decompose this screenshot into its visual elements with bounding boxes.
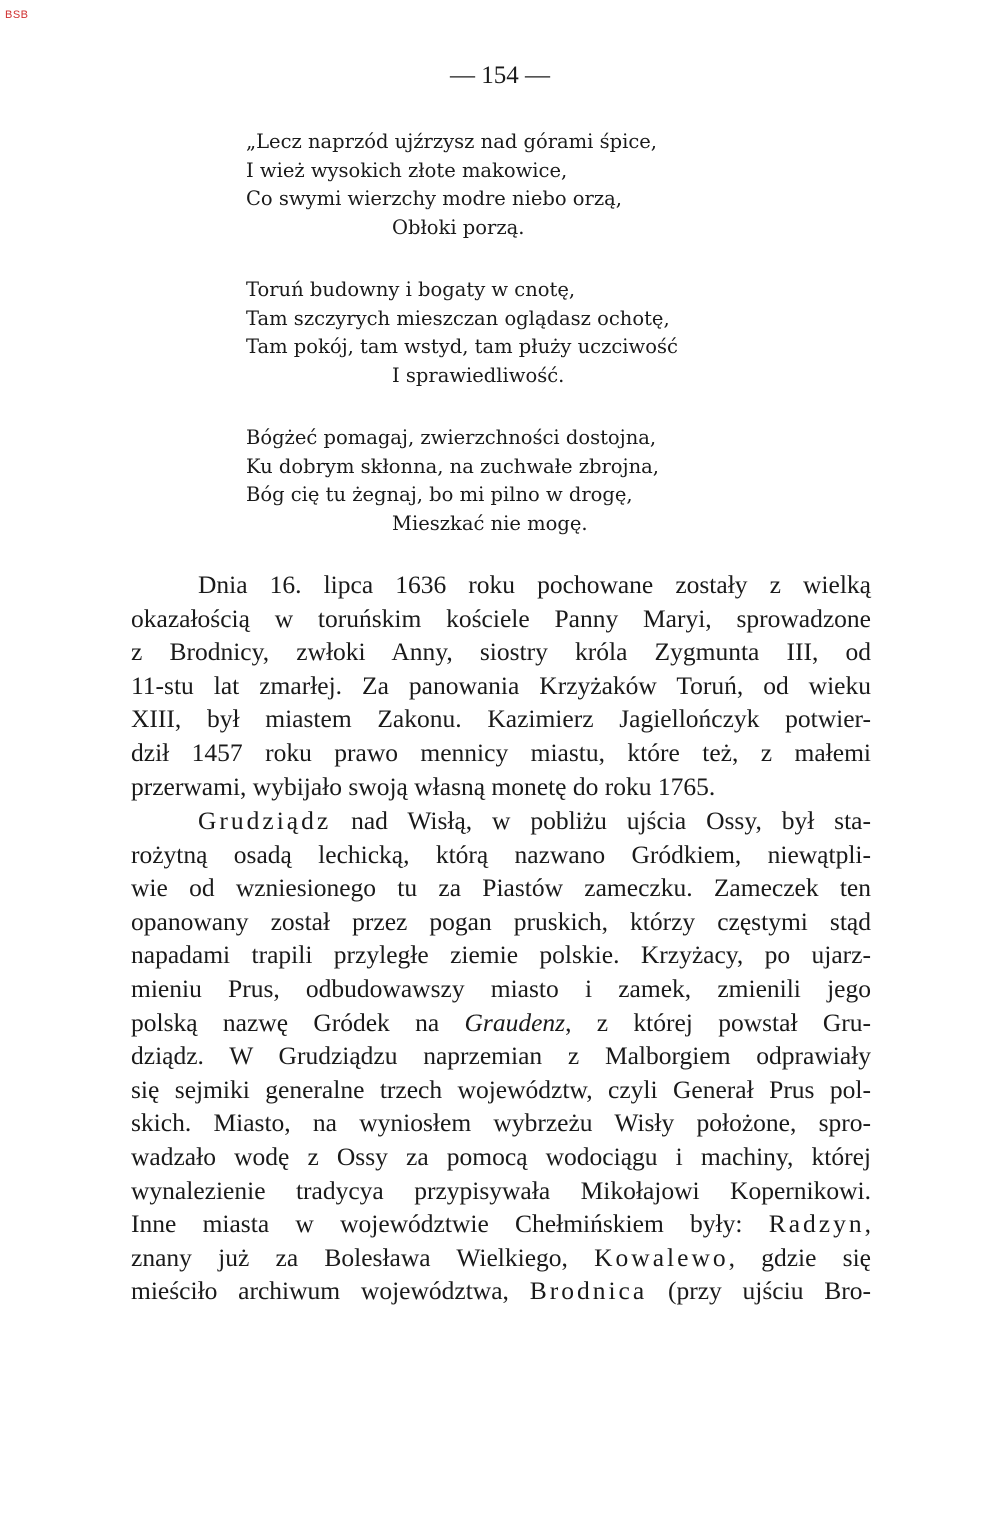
poem-stanza-2 bbox=[246, 276, 806, 390]
text-run: mieściło archiwum województwa, bbox=[131, 1276, 530, 1306]
text-line: Dnia 16. lipca 1636 roku pochowane zostały z wielką bbox=[198, 570, 871, 599]
text-line bbox=[131, 1006, 871, 1040]
text-line: wadzało wodę z Ossy za pomocą wodociągu i machiny, której bbox=[131, 1141, 871, 1171]
poem-line: Co swymi wierzchy modre niebo orzą, bbox=[246, 187, 622, 210]
text-line: 11-stu lat zmarłej. Za panowania Krzyżaków Toruń, od wieku bbox=[131, 670, 871, 700]
text-line bbox=[131, 1207, 871, 1241]
paragraph-grudziadz bbox=[131, 804, 871, 1308]
text-line: wynalezienie tradycya przypisywała Mikołajowi Kopernikowi. bbox=[131, 1175, 871, 1205]
text-line bbox=[131, 804, 871, 838]
town-name: Grudziądz bbox=[198, 806, 332, 835]
text-run: znany już za Bolesława Wielkiego, bbox=[131, 1242, 595, 1272]
text-line: wie od wzniesionego tu za Piastów zameczku. Zameczek ten bbox=[131, 873, 871, 903]
text-line: dziądz. W Grudziądzu naprzemian z Malborgiem odprawiały bbox=[131, 1041, 871, 1071]
text-run: polską nazwę Gródek na bbox=[131, 1007, 465, 1037]
text-run: , z której powstał Gru- bbox=[565, 1007, 871, 1037]
poem-line: I sprawiedliwość. bbox=[392, 363, 565, 387]
town-name: Kowalewo bbox=[594, 1242, 729, 1272]
text-line: z Brodnicy, zwłoki Anny, siostry króla Zygmunta III, od bbox=[131, 637, 871, 667]
text-line: się sejmiki generalne trzech województw, czyli Generał Prus pol- bbox=[131, 1074, 871, 1104]
poem-line: Toruń budowny i bogaty w cnotę, bbox=[246, 278, 576, 301]
poem-line: Obłoki porzą. bbox=[392, 215, 525, 239]
text-run: nad Wisłą, w pobliżu ujścia Ossy, był sta- bbox=[331, 806, 871, 835]
town-name: Radzyn bbox=[768, 1209, 865, 1239]
paragraph-torun bbox=[131, 568, 871, 803]
text-line: okazałością w toruńskim kościele Panny Maryi, sprowadzone bbox=[131, 603, 871, 633]
page-number: — 154 — bbox=[450, 62, 550, 89]
text-run: , gdzie się bbox=[728, 1242, 871, 1272]
text-line: dził 1457 roku prawo mennicy miastu, które też, z małemi bbox=[131, 737, 871, 767]
poem-line: Tam szczyrych mieszczan oglądasz ochotę, bbox=[246, 306, 670, 330]
text-line: rożytną osadą lechicką, którą nazwano Gródkiem, niewątpli- bbox=[131, 839, 871, 869]
text-line: mieniu Prus, odbudowawszy miasto i zamek, zmienili jego bbox=[131, 973, 871, 1003]
text-line: skich. Miasto, na wyniosłem wybrzeżu Wisły położone, spro- bbox=[131, 1108, 871, 1138]
italic-term: Graudenz bbox=[464, 1007, 566, 1037]
library-stamp: BSB bbox=[5, 9, 29, 21]
text-run: (przy ujściu Bro- bbox=[647, 1276, 871, 1306]
text-line: napadami trapili przyległe ziemie polskie. Krzyżacy, po ujarz- bbox=[131, 940, 871, 970]
text-line: przerwami, wybijało swoją własną monetę do roku 1765. bbox=[131, 771, 716, 801]
poem-line: I wież wysokich złote makowice, bbox=[246, 158, 568, 182]
poem-line: Bógżeć pomagaj, zwierzchności dostojna, bbox=[246, 426, 657, 449]
poem-line: „Lecz naprzód ujźrzysz nad górami śpice, bbox=[246, 130, 657, 153]
text-line: opanowany został przez pogan pruskich, którzy częstymi stąd bbox=[131, 906, 871, 936]
poem-stanza-1 bbox=[246, 128, 806, 242]
text-run: Inne miasta w województwie Chełmińskiem były: bbox=[131, 1209, 769, 1239]
text-line bbox=[131, 1274, 871, 1308]
text-line: XIII, był miastem Zakonu. Kazimierz Jagiellończyk potwier- bbox=[131, 704, 871, 734]
poem-stanza-3 bbox=[246, 424, 806, 538]
text-line bbox=[131, 1241, 871, 1275]
poem-line: Bóg cię tu żegnaj, bo mi pilno w drogę, bbox=[246, 483, 633, 506]
poem-line: Tam pokój, tam wstyd, tam płuży uczciwość bbox=[246, 335, 678, 358]
text-run: , bbox=[864, 1209, 871, 1239]
town-name: Brodnica bbox=[529, 1276, 648, 1306]
poem-line: Ku dobrym skłonna, na zuchwałe zbrojna, bbox=[246, 454, 659, 478]
poem-line: Mieszkać nie mogę. bbox=[392, 511, 588, 535]
